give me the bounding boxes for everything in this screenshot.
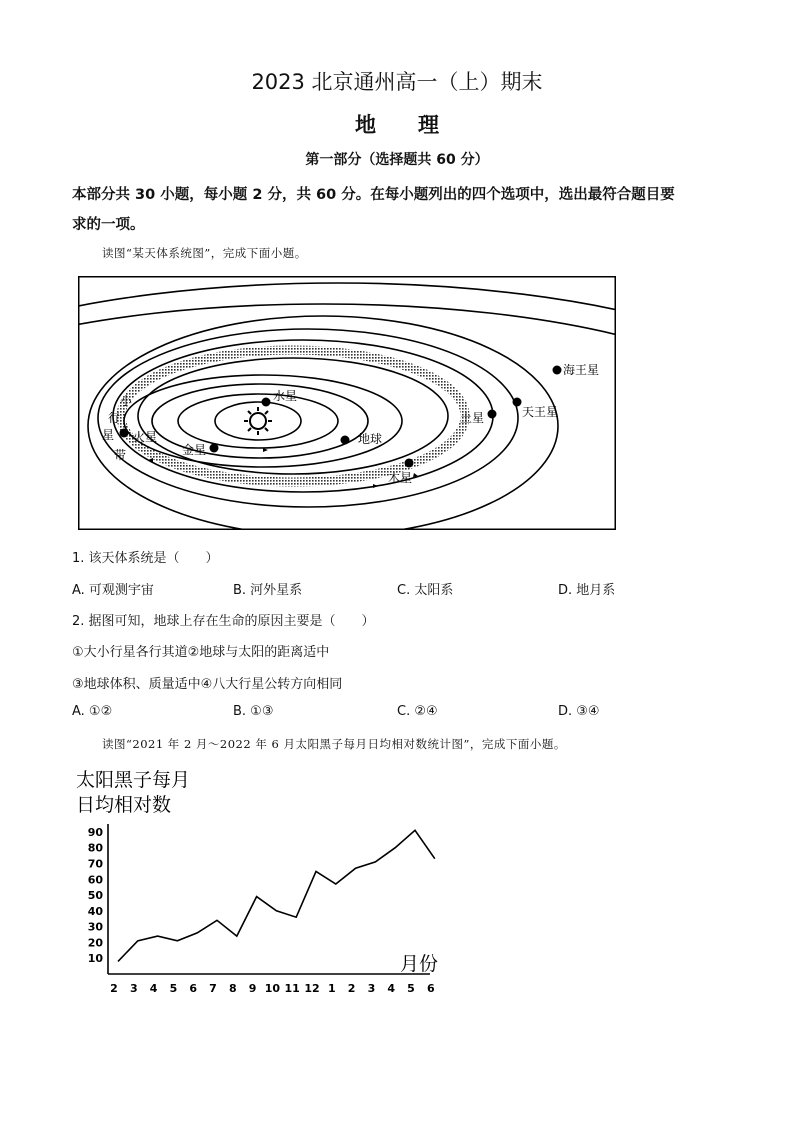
q1-option-a[interactable]: A. 可观测宇宙 xyxy=(72,583,154,598)
label-neptune: 海王星 xyxy=(563,363,600,377)
label-venus: 金星 xyxy=(182,443,207,457)
y-tick-label: 50 xyxy=(87,889,103,903)
venus-dot xyxy=(210,444,219,453)
q2-line-2: ③地球体积、质量适中④八大行星公转方向相同 xyxy=(72,677,343,692)
chart-title-line-2: 日均相对数 xyxy=(76,794,172,816)
uranus-dot xyxy=(513,398,522,407)
mercury-dot xyxy=(262,398,271,407)
q2-option-a[interactable]: A. ①② xyxy=(72,704,113,719)
instructions-line-2: 求的一项。 xyxy=(72,217,145,233)
q1-option-b[interactable]: B. 河外星系 xyxy=(233,583,303,598)
q1-option-c[interactable]: C. 太阳系 xyxy=(397,583,454,598)
instructions-line-1: 本部分共 30 小题，每小题 2 分，共 60 分。在每小题列出的四个选项中，选出最符合题目要 xyxy=(72,187,675,203)
x-tick-label: 12 xyxy=(304,982,320,995)
y-tick-label: 10 xyxy=(87,952,103,966)
y-tick-label: 80 xyxy=(87,841,103,855)
y-tick-label: 70 xyxy=(87,857,103,871)
label-uranus: 天王星 xyxy=(522,405,559,419)
x-tick-label: 1 xyxy=(327,982,336,995)
subject-title: 地 理 xyxy=(355,113,439,137)
x-tick-label: 9 xyxy=(248,982,257,995)
page-title: 2023 北京通州高一（上）期末 xyxy=(251,70,543,94)
x-tick-label: 2 xyxy=(110,982,118,995)
x-tick-label: 10 xyxy=(264,982,281,995)
label-asteroid-belt-3: 星 xyxy=(102,428,115,442)
x-tick-label: 7 xyxy=(209,982,217,995)
chart-title-line-1: 太阳黑子每月 xyxy=(76,769,191,791)
label-saturn: 土星 xyxy=(460,411,485,425)
y-tick-label: 30 xyxy=(87,920,103,934)
mars-dot xyxy=(120,429,129,438)
y-tick-label: 60 xyxy=(87,873,103,887)
q2-option-c[interactable]: C. ②④ xyxy=(397,704,438,719)
y-tick-label: 20 xyxy=(87,936,103,950)
passage1-note: 读图“某天体系统图”，完成下面小题。 xyxy=(102,246,307,260)
q1-option-d[interactable]: D. 地月系 xyxy=(558,583,616,598)
chart-series-line xyxy=(118,830,435,961)
label-earth: 地球 xyxy=(358,432,383,446)
x-tick-label: 3 xyxy=(129,982,138,995)
passage2-note: 读图“2021 年 2 月～2022 年 6 月太阳黑子每月日均相对数统计图”，完成下面小题。 xyxy=(102,737,566,751)
q1-stem: 1. 该天体系统是（ ） xyxy=(72,551,219,566)
x-tick-label: 2 xyxy=(347,982,356,995)
x-tick-label: 8 xyxy=(228,982,237,995)
y-tick-label: 40 xyxy=(87,904,103,918)
q2-stem: 2. 据图可知，地球上存在生命的原因主要是（ ） xyxy=(72,614,375,629)
jupiter-dot xyxy=(405,459,414,468)
saturn-dot xyxy=(488,410,497,419)
label-asteroid-belt-1: 小 xyxy=(120,394,133,408)
x-tick-label: 11 xyxy=(284,982,300,995)
y-tick-label: 90 xyxy=(87,825,103,839)
q2-option-d[interactable]: D. ③④ xyxy=(558,704,600,719)
chart-x-label: 月份 xyxy=(400,953,439,975)
x-tick-label: 6 xyxy=(426,982,435,995)
x-tick-label: 5 xyxy=(169,982,178,995)
diagram-frame xyxy=(79,277,616,530)
sunspot-chart xyxy=(70,762,450,997)
x-tick-label: 4 xyxy=(387,982,396,995)
x-tick-label: 3 xyxy=(367,982,376,995)
q2-line-1: ①大小行星各行其道②地球与太阳的距离适中 xyxy=(72,645,330,660)
label-jupiter: 木星 xyxy=(388,471,413,485)
x-tick-label: 4 xyxy=(149,982,158,995)
solar-system-diagram xyxy=(78,276,616,530)
x-tick-label: 5 xyxy=(407,982,415,995)
q2-option-b[interactable]: B. ①③ xyxy=(233,704,274,719)
label-asteroid-belt-2: 行 xyxy=(108,411,121,425)
label-mars: 火星 xyxy=(133,430,158,444)
part-heading: 第一部分（选择题共 60 分） xyxy=(305,152,489,168)
neptune-dot xyxy=(553,366,562,375)
label-asteroid-belt-4: 带 xyxy=(114,448,127,462)
label-mercury: 水星 xyxy=(273,389,298,403)
x-tick-label: 6 xyxy=(189,982,198,995)
earth-dot xyxy=(341,436,350,445)
